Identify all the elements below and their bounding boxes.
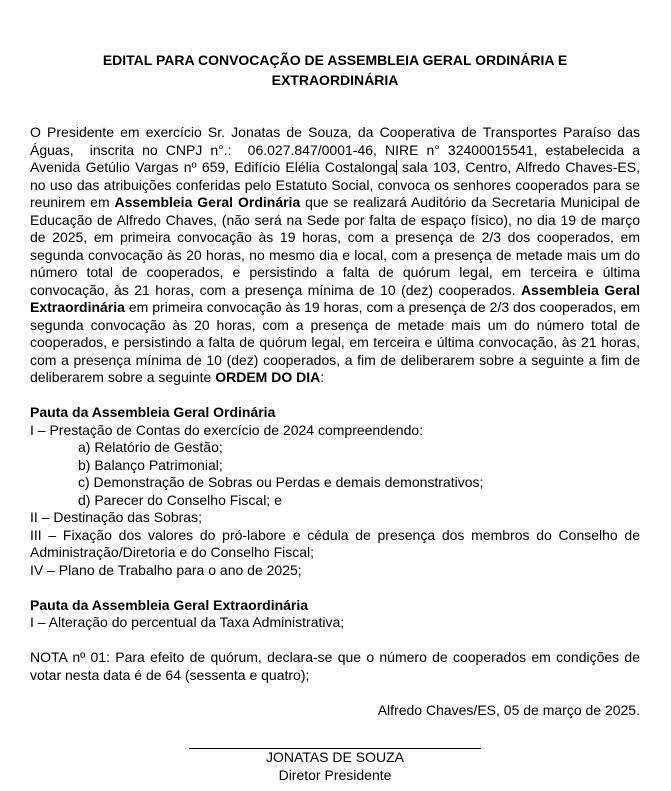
agenda-item[interactable]: I – Alteração do percentual da Taxa Administrativa; — [30, 614, 345, 630]
text-run[interactable]: O Presidente em exercício Sr. Jonatas de Souza, da Cooperativa de Transportes Paraíso das Águas, inscrita no CNPJ n°.: 06.027.847/0001-46, NIRE n° 32400015541, estabelecida a Avenida Getúlio Vargas nº 659, Edifício Elélia Costalonga — [30, 124, 640, 175]
agenda-item[interactable]: c) Demonstração de Sobras ou Perdas e demais demonstrativos; — [78, 474, 484, 490]
text-run[interactable]: em primeira convocação às 19 horas, com a presença de 2/3 dos cooperados, em segunda convocação às 20 horas, com a presença de metade mais um do número total de cooperados, e persistindo a falta de quórum legal, em terceira e última convocação, às 21 horas, com a presença mínima de 10 (dez) cooperados, a fim de deliberarem sobre a seguinte a fim de deliberarem sobre a seguinte — [30, 299, 640, 385]
blank-line — [30, 632, 640, 650]
title-line-1[interactable]: EDITAL PARA CONVOCAÇÃO DE ASSEMBLEIA GERAL ORDINÁRIA E — [102, 52, 568, 68]
agenda-item[interactable]: a) Relatório de Gestão; — [78, 439, 223, 455]
signature-block — [30, 748, 640, 784]
title-line-2[interactable]: EXTRAORDINÁRIA — [271, 72, 399, 88]
pauta-extraordinaria-heading[interactable]: Pauta da Assembleia Geral Extraordinária — [30, 596, 309, 613]
pauta-extraordinaria-items — [30, 614, 640, 632]
bold-text-run[interactable]: Assembleia Geral Ordinária — [114, 194, 301, 210]
agenda-item[interactable]: b) Balanço Patrimonial; — [78, 456, 223, 473]
signature-name[interactable]: JONATAS DE SOUZA — [266, 749, 404, 765]
agenda-item[interactable]: III – Fixação dos valores do pró-labore e cédula de presença dos membros do Conselho de Administração/Diretoria e do Conselho Fiscal; — [30, 526, 640, 560]
pauta-ordinaria-items — [30, 422, 640, 580]
text-run[interactable]: que se realizará Auditório da Secretaria Municipal de Educação de Alfredo Chaves, (não será na Sede por falta de espaço físico), no dia 19 de março de 2025, em primeira convocação às 19 horas, com a presença de 2/3 dos cooperados, em segunda convocação às 20 horas, no mesmo dia e local, com a presença de metade mais um do número total de cooperados, e persistindo a falta de quórum legal, em terceira e última convocação, às 21 horas, com a presença mínima de 10 (dez) cooperados. — [30, 194, 640, 298]
blank-line — [30, 684, 640, 702]
section-pauta-extraordinaria — [30, 597, 640, 632]
blank-line — [30, 579, 640, 597]
nota-paragraph[interactable]: NOTA nº 01: Para efeito de quórum, declara-se que o número de cooperados em condições de votar nesta data é de 64 (sessenta e quatro); — [30, 649, 640, 683]
document-title — [30, 50, 640, 90]
date-place-line[interactable]: Alfredo Chaves/ES, 05 de março de 2025. — [377, 701, 640, 718]
agenda-item[interactable]: IV – Plano de Trabalho para o ano de 2025; — [30, 561, 302, 578]
signature-role[interactable]: Diretor Presidente — [278, 766, 392, 783]
pauta-ordinaria-heading[interactable]: Pauta da Assembleia Geral Ordinária — [30, 404, 276, 420]
agenda-item[interactable]: d) Parecer do Conselho Fiscal; e — [78, 491, 282, 508]
text-run[interactable]: : — [320, 369, 325, 385]
body-paragraph[interactable] — [30, 124, 640, 387]
bold-text-run[interactable]: Assembleia Geral Extraordinária — [30, 281, 640, 315]
section-pauta-ordinaria — [30, 404, 640, 579]
agenda-item[interactable]: I – Prestação de Contas do exercício de 2024 compreendendo: — [30, 421, 424, 438]
agenda-item[interactable]: II – Destinação das Sobras; — [30, 509, 202, 525]
text-run[interactable]: sala 103, Centro, Alfredo Chaves-ES, no uso das atribuições conferidas pelo Estatuto Social, convoca os senhores cooperados para se reunirem em — [30, 159, 640, 210]
blank-line — [30, 387, 640, 405]
bold-text-run[interactable]: ORDEM DO DIA — [215, 369, 321, 385]
